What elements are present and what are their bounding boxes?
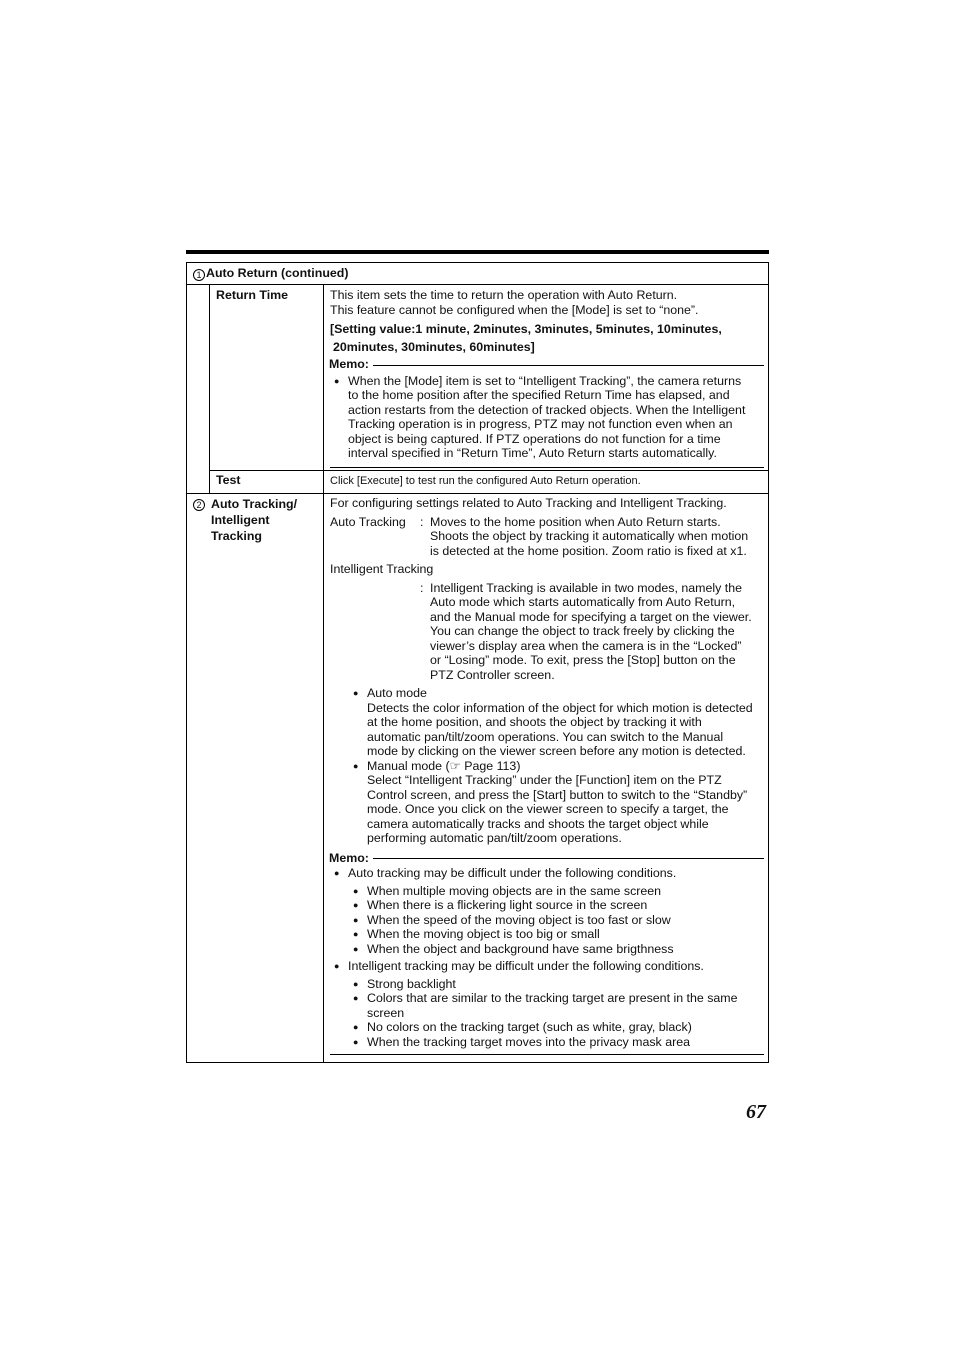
settings-table bbox=[186, 262, 769, 1063]
list-item: ● No colors on the tracking target (such as white, gray, black) bbox=[330, 1020, 764, 1035]
list-item: ● Strong backlight bbox=[330, 977, 764, 992]
text-line: action restarts from the detection of tracked objects. When the Intelligent bbox=[348, 402, 746, 417]
text-line: ● When the [Mode] item is set to “Intelligent Tracking”, the camera returns bbox=[348, 373, 742, 388]
text-line: Auto mode which starts automatically from Auto Return, bbox=[430, 595, 736, 609]
circled-number: 1 bbox=[193, 269, 205, 281]
divider bbox=[209, 285, 210, 493]
text-line: object is being captured. If PTZ operations do not function for a time bbox=[348, 431, 721, 446]
list-item: ● When the speed of the moving object is too fast or slow bbox=[330, 913, 764, 928]
list-item: ● Colors that are similar to the tracking target are present in the same bbox=[330, 991, 764, 1006]
colon: : bbox=[420, 514, 424, 529]
text-line: automatic pan/tilt/zoom operations. You can switch to the Manual bbox=[367, 729, 724, 744]
label-line: Auto Tracking/ bbox=[211, 497, 298, 511]
memo-item: ● Intelligent tracking may be difficult under the following conditions. bbox=[330, 959, 764, 974]
definition bbox=[430, 515, 764, 559]
text-line: camera automatically tracks and shoots the target object while bbox=[367, 816, 709, 831]
manual-mode-item bbox=[330, 759, 764, 846]
colon: : bbox=[420, 580, 424, 595]
memo-heading: Memo: bbox=[329, 851, 764, 866]
text-line: Intelligent Tracking is available in two modes, namely the bbox=[430, 580, 742, 595]
list-item: ● When the moving object is too big or small bbox=[330, 927, 764, 942]
term: Intelligent Tracking bbox=[330, 562, 434, 576]
list-item: ● When the object and background have same brigthness bbox=[330, 942, 764, 957]
mode-title: ● Manual mode (☞ Page 113) bbox=[367, 758, 521, 773]
text-line: Tracking operation is in progress, PTZ may not function even when an bbox=[348, 417, 733, 431]
divider bbox=[209, 470, 768, 471]
text-line: Moves to the home position when Auto Return starts. bbox=[430, 514, 721, 529]
setting-value: 20minutes, 30minutes, 60minutes] bbox=[333, 339, 535, 354]
intelligent-tracking-row bbox=[330, 581, 764, 683]
memo-heading: Memo: bbox=[329, 357, 764, 372]
text-line: and the Manual mode for specifying a target on the viewer. bbox=[430, 609, 752, 624]
test-label: Test bbox=[216, 473, 241, 487]
text-line: mode by clicking on the viewer screen before any motion is detected. bbox=[367, 744, 746, 758]
circled-number: 2 bbox=[193, 499, 205, 511]
page-number: 67 bbox=[746, 1101, 766, 1123]
text-line: This feature cannot be configured when the [Mode] is set to “none”. bbox=[330, 302, 699, 317]
text-line: interval specified in “Return Time”, Auto Return starts automatically. bbox=[348, 446, 717, 460]
memo-end-rule bbox=[330, 1054, 764, 1055]
text-line: mode. Once you click on the viewer screen to specify a target, the bbox=[367, 802, 729, 816]
auto-tracking-label bbox=[193, 496, 206, 511]
return-time-label: Return Time bbox=[216, 288, 289, 302]
auto-tracking-row bbox=[330, 515, 764, 559]
memo-end-rule bbox=[330, 467, 764, 468]
memo-sublist bbox=[330, 884, 764, 957]
setting-value: [Setting value:1 minute, 2minutes, 3minutes, 5minutes, 10minutes, bbox=[330, 322, 722, 336]
divider bbox=[187, 493, 768, 494]
top-rule bbox=[186, 250, 769, 254]
auto-mode-item bbox=[330, 686, 764, 759]
memo-sublist bbox=[330, 977, 764, 1050]
list-item-continuation: screen bbox=[367, 1005, 405, 1020]
section-title: Auto Return (continued) bbox=[206, 266, 349, 280]
text-line: performing automatic pan/tilt/zoom operations. bbox=[367, 831, 622, 845]
text-line: For configuring settings related to Auto Tracking and Intelligent Tracking. bbox=[330, 496, 727, 510]
text-line: to the home position after the specified Return Time has elapsed, and bbox=[348, 388, 730, 402]
text-line: PTZ Controller screen. bbox=[430, 667, 555, 682]
text-line: is detected at the home position. Zoom ratio is fixed at x1. bbox=[430, 543, 747, 558]
section-header bbox=[187, 263, 768, 285]
label-line: Tracking bbox=[211, 529, 262, 543]
auto-tracking-label-text bbox=[211, 496, 297, 544]
text-line: You can change the object to track freely by clicking the bbox=[430, 624, 735, 638]
memo-item bbox=[330, 374, 764, 461]
memo-item: ● Auto tracking may be difficult under the following conditions. bbox=[330, 866, 764, 881]
text-line: Control screen, and press the [Start] button to switch to the “Standby” bbox=[367, 787, 748, 802]
term: Auto Tracking bbox=[330, 514, 406, 529]
text-line: Select “Intelligent Tracking” under the [Function] item on the PTZ bbox=[367, 773, 722, 787]
return-time-description bbox=[330, 288, 764, 468]
text-line: at the home position, and shoots the object by tracking it with bbox=[367, 715, 702, 729]
mode-title: ● Auto mode bbox=[367, 686, 427, 700]
list-item: ● When multiple moving objects are in the same screen bbox=[330, 884, 764, 899]
text-line: or “Losing” mode. To exit, press the [Stop] button on the bbox=[430, 653, 736, 667]
divider bbox=[323, 285, 324, 1062]
auto-tracking-description bbox=[330, 496, 764, 1055]
text-line: viewer’s display area when the camera is in the “Locked” bbox=[430, 638, 742, 653]
list-item: ● When the tracking target moves into the privacy mask area bbox=[330, 1035, 764, 1050]
label-line: Intelligent bbox=[211, 513, 270, 527]
text-line: Shoots the object by tracking it automatically when motion bbox=[430, 529, 749, 543]
definition bbox=[430, 581, 764, 683]
list-item: ● When there is a flickering light source in the screen bbox=[330, 898, 764, 913]
test-description: Click [Execute] to test run the configured Auto Return operation. bbox=[330, 475, 641, 487]
text-line: Detects the color information of the object for which motion is detected bbox=[367, 700, 753, 715]
text-line: This item sets the time to return the operation with Auto Return. bbox=[330, 288, 678, 302]
